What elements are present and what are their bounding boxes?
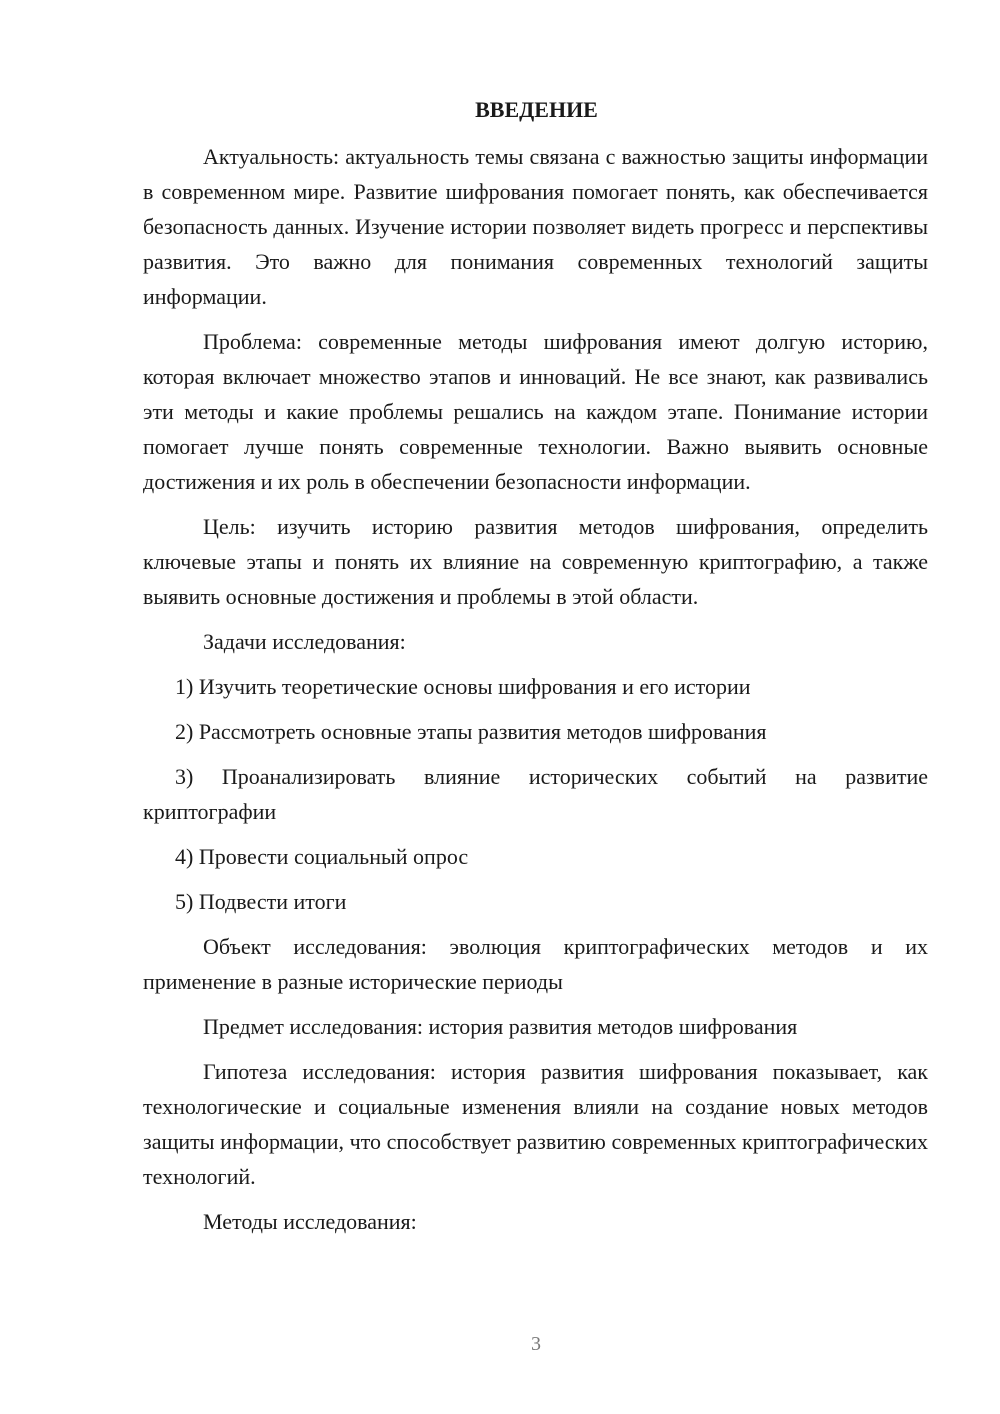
goal-paragraph: Цель: изучить историю развития методов шифрования, определить ключевые этапы и понять их влияние на современную криптографию, а также выявить основные достижения и проблемы в этой области. xyxy=(143,514,928,609)
subject-paragraph: Предмет исследования: история развития методов шифрования xyxy=(203,1014,798,1039)
task-item-3: 3) Проанализировать влияние исторических событий на развитие криптографии xyxy=(143,764,928,824)
tasks-title: Задачи исследования: xyxy=(203,629,406,654)
task-item-5: 5) Подвести итоги xyxy=(175,889,347,914)
problem-paragraph: Проблема: современные методы шифрования имеют долгую историю, которая включает множество этапов и инноваций. Не все знают, как развивались эти методы и какие проблемы решались на каждом этапе. Понимание истории помогает лучше понять современные технологии. Важно выявить основные достижения и их роль в обеспечении безопасности информации. xyxy=(143,329,928,494)
task-item-1: 1) Изучить теоретические основы шифрования и его истории xyxy=(175,674,751,699)
hypothesis-paragraph: Гипотеза исследования: история развития шифрования показывает, как технологические и социальные изменения влияли на создание новых методов защиты информации, что способствует развитию современных криптографических технологий. xyxy=(143,1059,928,1189)
task-item-2: 2) Рассмотреть основные этапы развития методов шифрования xyxy=(175,719,767,744)
page-content xyxy=(143,95,928,1249)
object-paragraph: Объект исследования: эволюция криптографических методов и их применение в разные исторические периоды xyxy=(143,934,928,994)
section-heading: ВВЕДЕНИЕ xyxy=(475,97,598,122)
task-item-4: 4) Провести социальный опрос xyxy=(175,844,469,869)
tasks-list xyxy=(143,669,928,919)
relevance-paragraph: Актуальность: актуальность темы связана с важностью защиты информации в современном мире. Развитие шифрования помогает понять, как обеспечивается безопасность данных. Изучение истории позволяет видеть прогресс и перспективы развития. Это важно для понимания современных технологий защиты информации. xyxy=(143,144,928,309)
page-number: 3 xyxy=(531,1333,541,1355)
methods-title: Методы исследования: xyxy=(203,1209,417,1234)
